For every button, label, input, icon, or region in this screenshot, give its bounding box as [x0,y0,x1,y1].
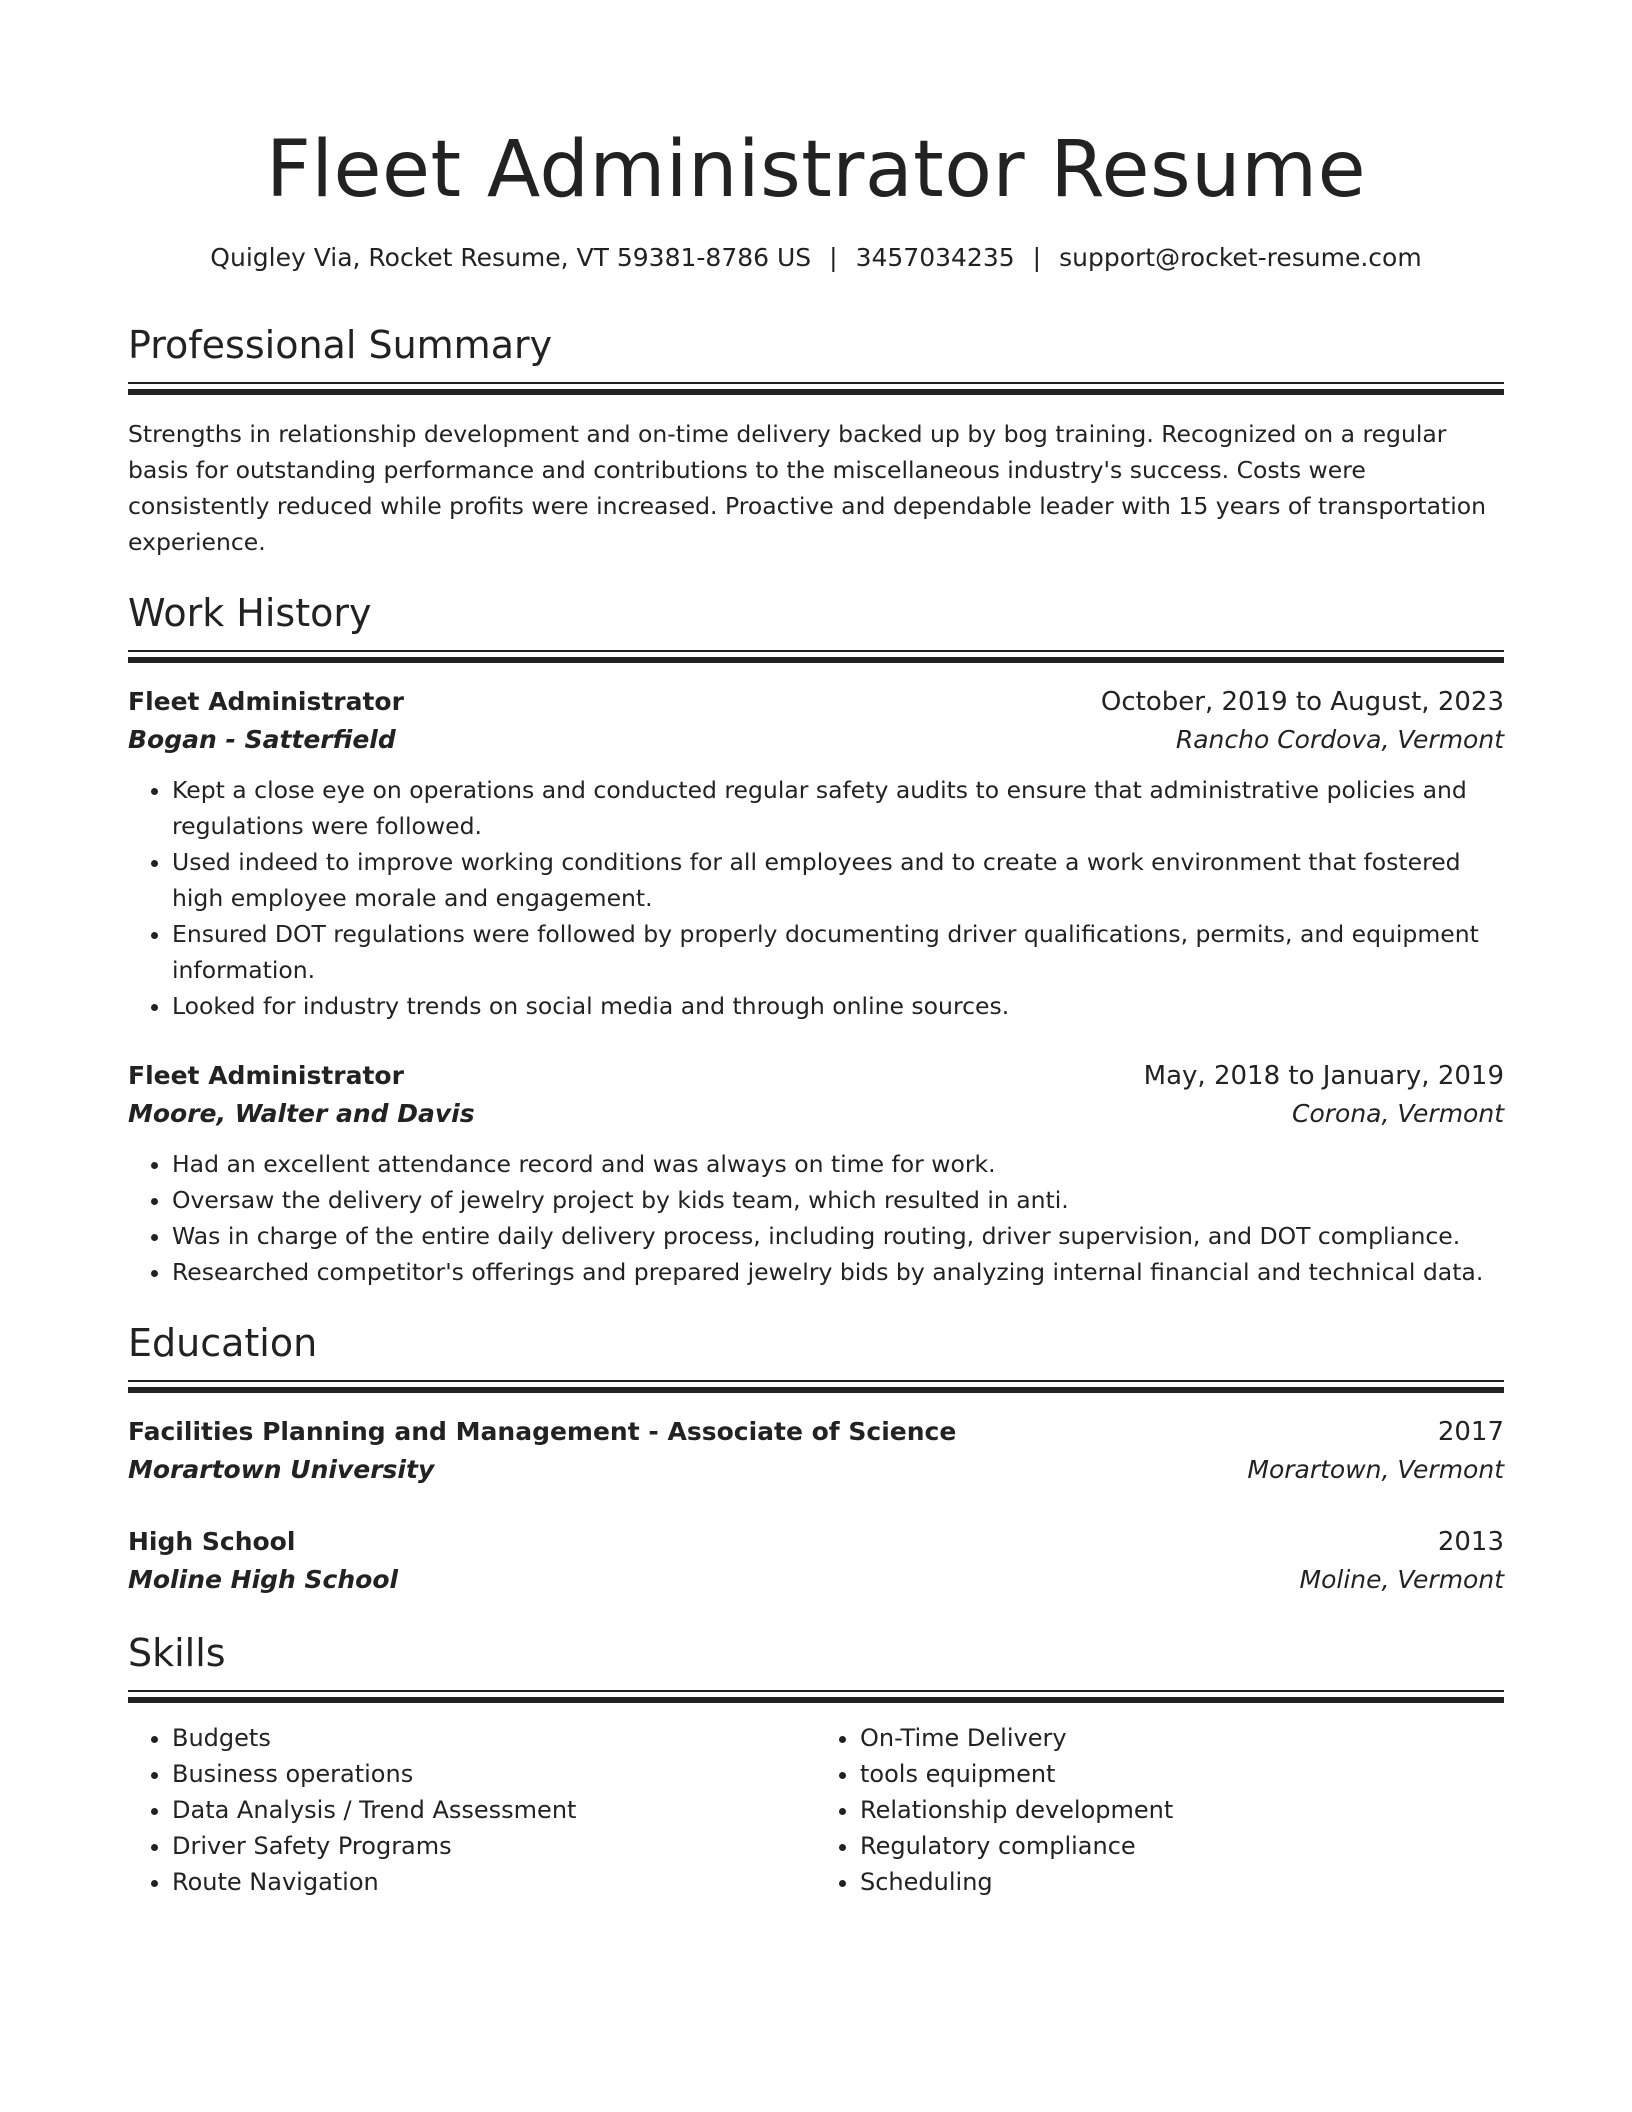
section-divider [128,1690,1504,1704]
contact-email: support@rocket-resume.com [1059,243,1422,272]
section-heading: Skills [128,1631,226,1675]
job-bullet: • Had an excellent attendance record and was always on time for work. [172,1146,1504,1182]
skills-columns [128,1720,1504,1900]
section-divider [128,650,1504,664]
section-heading: Education [128,1321,318,1365]
section-divider [128,1380,1504,1394]
education-school: Moline High School [128,1565,399,1594]
skill-item: • On-Time Delivery [860,1720,1504,1756]
job-bullet: • Researched competitor's offerings and prepared jewelry bids by analyzing internal financial and technical data. [172,1254,1504,1290]
job-entry [128,1058,1504,1290]
skills-list-left [128,1720,816,1900]
work-history-section [128,588,1504,1290]
section-divider [128,382,1504,396]
job-bullets [128,1146,1504,1290]
job-dates: October, 2019 to August, 2023 [1100,687,1504,717]
education-entry [128,1524,1504,1600]
education-location: Morartown, Vermont [1247,1455,1504,1484]
skill-item: • Budgets [172,1720,816,1756]
education-year: 2017 [1437,1417,1504,1447]
contact-separator: | [829,243,838,272]
skill-item: • Scheduling [860,1864,1504,1900]
job-bullets [128,772,1504,1024]
job-bullet: • Oversaw the delivery of jewelry project by kids team, which resulted in anti. [172,1182,1504,1218]
job-entry [128,684,1504,1024]
skill-item: • Driver Safety Programs [172,1828,816,1864]
job-location: Rancho Cordova, Vermont [1175,725,1504,754]
job-company: Bogan - Satterfield [128,725,396,754]
skill-item: • Route Navigation [172,1864,816,1900]
summary-section [128,320,1504,560]
job-bullet: • Was in charge of the entire daily delivery process, including routing, driver supervision, and DOT compliance. [172,1218,1504,1254]
job-title: Fleet Administrator [128,687,404,716]
job-location: Corona, Vermont [1292,1099,1504,1128]
job-dates: May, 2018 to January, 2019 [1143,1061,1504,1091]
education-location: Moline, Vermont [1299,1565,1504,1594]
contact-separator: | [1032,243,1042,272]
education-entry [128,1414,1504,1490]
skills-list-right [816,1720,1504,1900]
summary-text: Strengths in relationship development and on-time delivery backed up by bog training. Recognized on a regular basis for outstanding performance and contributions to the miscellaneous industry's success. Costs were consistently reduced while profits were increased. Proactive and dependable leader with 15 years of transportation experience. [128,420,1487,556]
section-heading: Professional Summary [128,323,553,367]
skill-item: • Data Analysis / Trend Assessment [172,1792,816,1828]
contact-address: Quigley Via, Rocket Resume, VT 59381-8786 US [210,243,812,272]
section-heading: Work History [128,591,372,635]
job-bullet: • Ensured DOT regulations were followed by properly documenting driver qualifications, permits, and equipment information. [172,916,1504,988]
job-bullet: • Kept a close eye on operations and conducted regular safety audits to ensure that administrative policies and regulations were followed. [172,772,1504,844]
education-section [128,1318,1504,1600]
skill-item: • Business operations [172,1756,816,1792]
skill-item: • Relationship development [860,1792,1504,1828]
resume-title: Fleet Administrator Resume [265,125,1367,215]
education-degree: Facilities Planning and Management - Associate of Science [128,1417,957,1446]
skill-item: • Regulatory compliance [860,1828,1504,1864]
education-school: Morartown University [128,1455,435,1484]
job-company: Moore, Walter and Davis [128,1099,475,1128]
education-year: 2013 [1437,1527,1504,1557]
contact-phone: 3457034235 [855,243,1015,272]
job-bullet: • Used indeed to improve working conditions for all employees and to create a work environment that fostered high employee morale and engagement. [172,844,1504,916]
contact-line [128,240,1504,276]
skills-section [128,1628,1504,1900]
job-title: Fleet Administrator [128,1061,404,1090]
education-degree: High School [128,1527,296,1556]
job-bullet: • Looked for industry trends on social media and through online sources. [172,988,1504,1024]
skill-item: • tools equipment [860,1756,1504,1792]
